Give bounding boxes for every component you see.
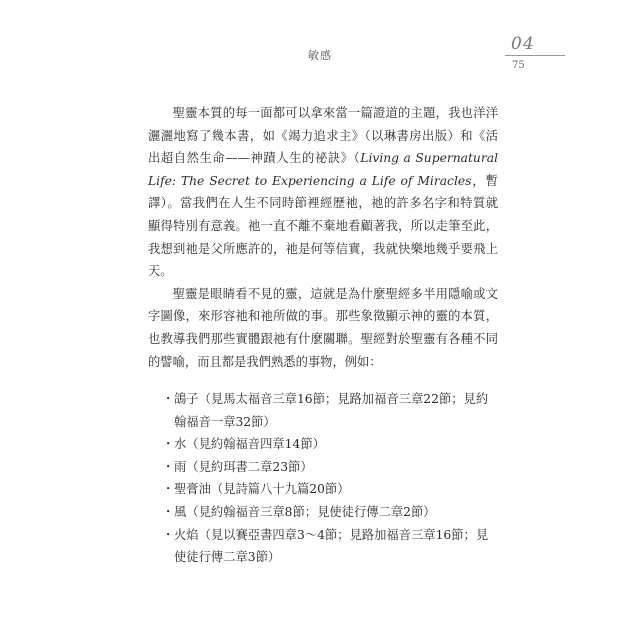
list-item xyxy=(162,388,492,433)
bullet-icon: ・ xyxy=(162,459,175,474)
running-head-title: 敏感 xyxy=(308,49,332,62)
paragraph-1-text-a: 聖靈本質的每一面都可以拿來當一篇證道的主題，我也洋洋灑灑地寫了幾本書，如《竭力追求主》（以琳書房出版）和《活出超自然生命——神蹟人生的祕訣》（ xyxy=(148,106,498,166)
list-item xyxy=(162,501,492,524)
list-item xyxy=(162,524,492,569)
chapter-number: 04 xyxy=(511,34,535,54)
list-item-text: 風（見約翰福音三章8節；見使徒行傳二章2節） xyxy=(174,504,436,519)
symbol-list xyxy=(162,388,492,569)
list-item xyxy=(162,456,492,479)
bullet-icon: ・ xyxy=(162,392,175,406)
list-item-text: 水（見約翰福音四章14節） xyxy=(174,437,325,452)
list-item-text: 火焰（見以賽亞書四章3～4節；見路加福音三章16節；見使徒行傳二章3節） xyxy=(174,527,489,565)
list-item xyxy=(162,478,492,501)
body-text xyxy=(148,102,498,373)
bullet-icon: ・ xyxy=(162,527,175,542)
bullet-icon: ・ xyxy=(162,437,175,452)
paragraph-1-text-b: ，暫譯）。當我們在人生不同時節裡經歷祂，祂的許多名字和特質就顯得特別有意義。祂一直不離不棄地看顧著我，所以走筆至此，我想到祂是父所應許的，祂是何等信實，我就快樂地幾乎要飛上天。 xyxy=(148,173,498,279)
page-number: 75 xyxy=(512,60,525,71)
bullet-icon: ・ xyxy=(162,504,175,519)
list-item-text: 雨（見約珥書二章23節） xyxy=(174,459,313,474)
list-item-text: 聖膏油（見詩篇八十九篇20節） xyxy=(174,482,350,497)
paragraph-1 xyxy=(148,102,498,283)
bullet-icon: ・ xyxy=(162,482,175,497)
paragraph-2: 聖靈是眼睛看不見的靈，這就是為什麼聖經多半用隱喻或文字圖像，來形容祂和祂所做的事。那些象徵顯示神的靈的本質，也教導我們那些實體跟祂有什麼關聯。聖經對於聖靈有各種不同的譬喻，而且都是我們熟悉的事物，例如： xyxy=(148,286,498,369)
list-item xyxy=(162,433,492,456)
chapter-divider xyxy=(505,55,565,56)
list-item-text: 鴿子（見馬太福音三章16節；見路加福音三章22節；見約翰福音一章32節） xyxy=(174,392,489,429)
english-book-title: Living a Supernatural Life: The Secret to Experiencing a Life of Miracles xyxy=(148,151,498,188)
